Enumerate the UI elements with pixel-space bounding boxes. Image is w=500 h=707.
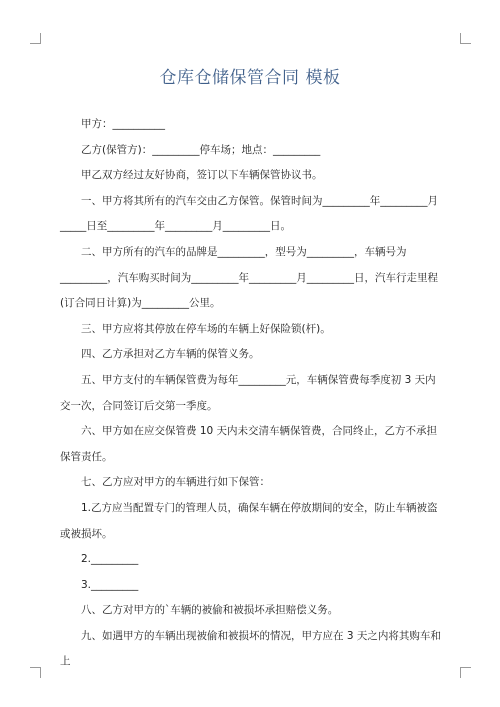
clause-7-item-1: 1.乙方应当配置专门的管理人员，确保车辆在停放期间的安全，防止车辆被盗或被损坏。 <box>60 501 438 540</box>
clause-7-item-3: 3._________ <box>81 578 139 591</box>
page-corner-mark-top-right <box>460 33 471 44</box>
party-a-line: 甲方：__________ <box>81 118 165 130</box>
clause-6: 六、甲方如在应交保管费 10 天内未交清车辆保管费，合同终止，乙方不承担保管责任。 <box>60 425 438 463</box>
clause-3: 三、甲方应将其停放在停车场的车辆上好保险锁(杆)。 <box>81 322 331 335</box>
preamble: 甲乙双方经过友好协商，签订以下车辆保管协议书。 <box>81 169 323 182</box>
clause-7-item-2: 2._________ <box>81 553 139 566</box>
page-corner-mark-top-left <box>30 33 41 44</box>
page-corner-mark-bottom-right <box>460 667 471 678</box>
clause-4: 四、乙方承担对乙方车辆的保管义务。 <box>81 348 260 361</box>
document-title: 仓库仓储保管合同 模板 <box>159 68 341 88</box>
clause-9: 九、如遇甲方的车辆出现被偷和被损坏的情况，甲方应在 3 天之内将其购车和上 <box>60 629 441 668</box>
clause-1: 一、甲方将其所有的汽车交由乙方保管。保管时间为_________年_________月_____日至_________年_________月_________日。 <box>60 194 438 233</box>
clause-5: 五、甲方支付的车辆保管费为每年_________元，车辆保管费每季度初 3 天内交一次，合同签订后交第一季度。 <box>60 373 436 412</box>
clause-8: 八、乙方对甲方的`车辆的被偷和被损坏承担赔偿义务。 <box>81 604 339 617</box>
page-corner-mark-bottom-left <box>30 667 41 678</box>
document-body <box>60 112 445 675</box>
clause-2: 二、甲方所有的汽车的品牌是_________，型号为_________，车辆号为_________，汽车购买时间为_________年_________月_________日，汽车行走里程(订合同日计算)为_________公里。 <box>60 245 438 310</box>
party-b-line: 乙方(保管方)：_________停车场；地点：_________ <box>81 143 321 156</box>
clause-7: 七、乙方应对甲方的车辆进行如下保管： <box>81 476 270 489</box>
